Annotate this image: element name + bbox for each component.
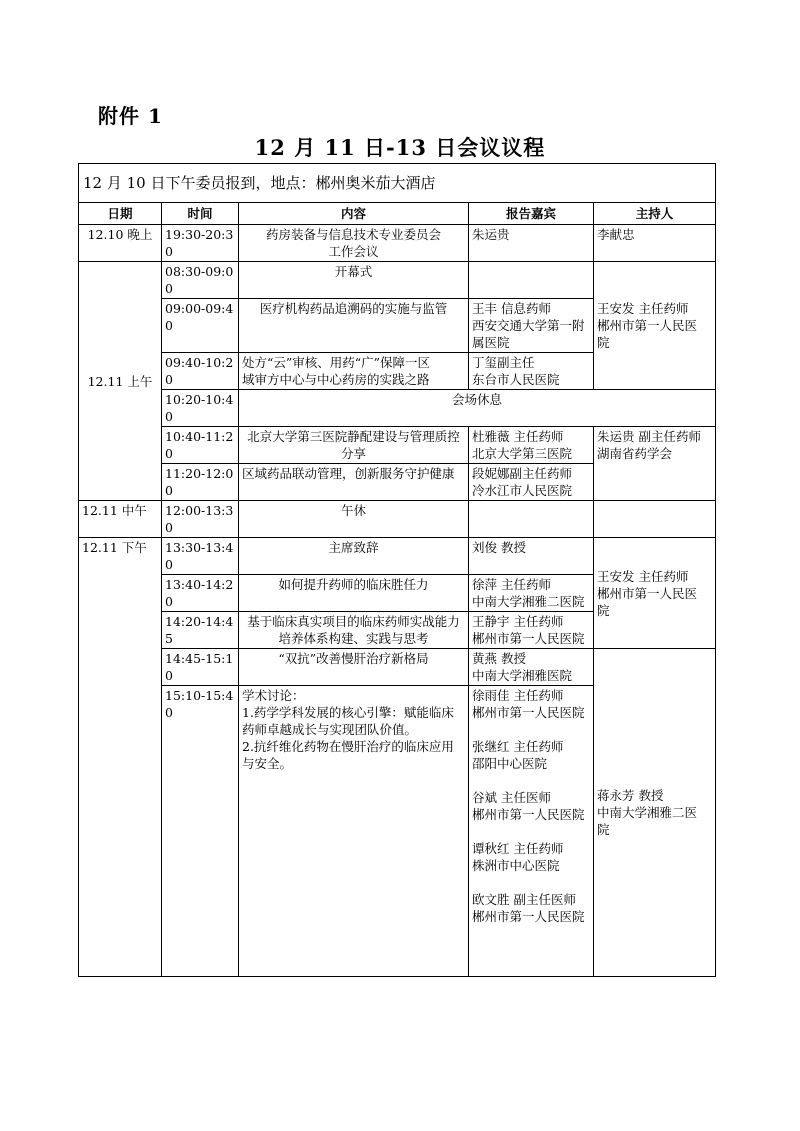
speaker-cell (469, 649, 594, 686)
date-cell: 12.11 中午 (79, 501, 162, 538)
host-cell (594, 649, 716, 977)
cell-text-line: 株洲市中心医院 (472, 858, 560, 873)
cell-text-line: 工作会议 (328, 244, 379, 259)
date-cell: 12.11 上午 (79, 262, 162, 501)
content-cell (239, 649, 469, 686)
table-row (79, 390, 716, 427)
time-cell: 10:40-11:20 (162, 427, 239, 464)
content-cell (239, 225, 469, 262)
cell-text-line: 朱运贵 副主任药师 (597, 429, 701, 444)
time-cell: 13:40-14:20 (162, 575, 239, 612)
content-cell (239, 262, 469, 299)
time-cell: 13:30-13:40 (162, 538, 239, 575)
cell-text-line: 杜雅薇 主任药师 (472, 429, 564, 444)
cell-text-line: 欧文胜 副主任医师 (472, 892, 576, 907)
cell-text-line: 邵阳中心医院 (472, 756, 548, 771)
cell-text-line: 区域药品联动管理，创新服务守护健康 (242, 466, 455, 481)
date-cell: 12.11 下午 (79, 538, 162, 977)
cell-text-line: 学术讨论： (242, 688, 305, 703)
cell-text-line: “双抗”改善慢肝治疗新格局 (278, 651, 429, 666)
host-cell (594, 427, 716, 501)
header-row (79, 203, 716, 225)
cell-text-line: 域审方中心与中心药房的实践之路 (242, 372, 430, 387)
cell-text-line: 中南大学湘雅医院 (472, 668, 573, 683)
speaker-cell (469, 538, 594, 575)
registration-row (79, 164, 716, 203)
cell-text-line: 徐雨佳 主任药师 (472, 688, 564, 703)
cell-text-line: 李献忠 (597, 227, 635, 242)
cell-text-line: 冷水江市人民医院 (472, 483, 573, 498)
host-cell (594, 538, 716, 649)
speaker-cell (469, 225, 594, 262)
cell-text-line: 院 (597, 822, 610, 837)
table-row (79, 262, 716, 299)
time-cell: 15:10-15:40 (162, 686, 239, 977)
cell-text-line: 北京大学第三医院静配建设与管理质控 (247, 429, 460, 444)
page-title: 12 月 11 日-13 日会议议程 (254, 135, 546, 160)
table-row (79, 501, 716, 538)
time-cell: 14:45-15:10 (162, 649, 239, 686)
cell-text-line: 郴州市第一人民医 (597, 318, 698, 333)
content-cell (239, 299, 469, 353)
cell-text-line: 段妮娜副主任药师 (472, 466, 573, 481)
header-content: 内容 (239, 203, 469, 225)
speaker-cell (469, 262, 594, 299)
host-cell (594, 262, 716, 390)
header-time: 时间 (162, 203, 239, 225)
header-date: 日期 (79, 203, 162, 225)
content-cell (239, 538, 469, 575)
cell-text-line: 刘俊 教授 (472, 540, 526, 555)
table-row (79, 427, 716, 464)
cell-text-line: 开幕式 (334, 264, 373, 279)
time-cell: 12:00-13:30 (162, 501, 239, 538)
cell-text-line: 药师卓越成长与实现团队价值。 (242, 722, 418, 737)
content-cell (239, 501, 469, 538)
cell-text-line: 西安交通大学第一附 (472, 318, 585, 333)
cell-text-line: 主席致辞 (328, 540, 379, 555)
cell-text-line: 药房装备与信息技术专业委员会 (265, 227, 441, 242)
cell-text-line: 中南大学湘雅二医院 (472, 594, 585, 609)
content-cell (239, 353, 469, 390)
cell-text-line: 蒋永芳 教授 (597, 788, 664, 803)
time-cell: 08:30-09:00 (162, 262, 239, 299)
content-cell (239, 575, 469, 612)
cell-text-line: 郴州市第一人民医院 (472, 705, 585, 720)
cell-text-line: 院 (597, 335, 610, 350)
cell-text-line: 午休 (340, 503, 366, 518)
cell-text-line: 郴州市第一人民医院 (472, 631, 585, 646)
table-row (79, 538, 716, 575)
cell-text-line: 张继红 主任药师 (472, 739, 564, 754)
agenda-table (78, 163, 716, 977)
cell-text-line: 郴州市第一人民医院 (472, 909, 585, 924)
speaker-cell (469, 427, 594, 464)
speaker-cell (469, 464, 594, 501)
cell-text-line: 丁玺副主任 (472, 355, 535, 370)
attachment-label: 附件 1 (98, 104, 163, 128)
host-cell (594, 225, 716, 262)
time-cell: 10:20-10:40 (162, 390, 239, 427)
cell-text-line: 黄燕 教授 (472, 651, 526, 666)
cell-text-line: 2.抗纤维化药物在慢肝治疗的临床应用 (242, 739, 454, 754)
cell-text-line: 湖南省药学会 (597, 446, 673, 461)
table-row (79, 225, 716, 262)
speaker-cell (469, 612, 594, 649)
header-host: 主持人 (594, 203, 716, 225)
speaker-cell (469, 353, 594, 390)
table-row (79, 649, 716, 686)
cell-text-line: 如何提升药师的临床胜任力 (278, 577, 429, 592)
speaker-gap (472, 823, 590, 840)
cell-text-line: 基于临床真实项目的临床药师实战能力 (247, 614, 460, 629)
time-cell: 19:30-20:30 (162, 225, 239, 262)
cell-text-line: 与安全。 (242, 756, 293, 771)
cell-text-line: 王安发 主任药师 (597, 568, 689, 584)
cell-text-line: 王安发 主任药师 (597, 301, 689, 316)
cell-text-line: 培养体系构建、实践与思考 (278, 631, 429, 646)
host-cell (594, 501, 716, 538)
content-cell (239, 686, 469, 977)
cell-text-line: 徐萍 主任药师 (472, 577, 551, 592)
speaker-gap (472, 874, 590, 891)
cell-text-line: 王丰 信息药师 (472, 301, 551, 316)
content-cell (239, 464, 469, 501)
cell-text-line: 会场休息 (452, 392, 503, 407)
speaker-cell (469, 575, 594, 612)
header-speaker: 报告嘉宾 (469, 203, 594, 225)
time-cell: 11:20-12:00 (162, 464, 239, 501)
content-cell (239, 390, 716, 427)
cell-text-line: 谷斌 主任医师 (472, 790, 551, 805)
speaker-cell (469, 501, 594, 538)
cell-text-line: 谭秋红 主任药师 (472, 841, 564, 856)
cell-text-line: 郴州市第一人民医院 (472, 807, 585, 822)
cell-text-line: 王静宇 主任药师 (472, 614, 564, 629)
time-cell: 14:20-14:45 (162, 612, 239, 649)
cell-text-line: 院 (597, 602, 610, 618)
time-cell: 09:40-10:20 (162, 353, 239, 390)
cell-text-line: 属医院 (472, 335, 510, 350)
cell-text-line: 分享 (340, 446, 366, 461)
date-cell: 12.10 晚上 (79, 225, 162, 262)
cell-text-line: 北京大学第三医院 (472, 446, 573, 461)
cell-text-line: 郴州市第一人民医 (597, 585, 698, 601)
speaker-cell (469, 686, 594, 977)
cell-text-line: 朱运贵 (472, 227, 510, 242)
cell-text-line: 处方“云”审核、用药“广”保障一区 (242, 355, 431, 370)
cell-text-line: 医疗机构药品追溯码的实施与监管 (259, 301, 448, 316)
content-cell (239, 427, 469, 464)
content-cell (239, 612, 469, 649)
time-cell: 09:00-09:40 (162, 299, 239, 353)
speaker-gap (472, 721, 590, 738)
cell-text-line: 1.药学学科发展的核心引擎：赋能临床 (242, 705, 454, 720)
cell-text-line: 东台市人民医院 (472, 372, 560, 387)
registration-note: 12 月 10 日下午委员报到，地点：郴州奥米茄大酒店 (79, 164, 716, 203)
cell-text-line: 中南大学湘雅二医 (597, 805, 698, 820)
speaker-gap (472, 772, 590, 789)
speaker-cell (469, 299, 594, 353)
